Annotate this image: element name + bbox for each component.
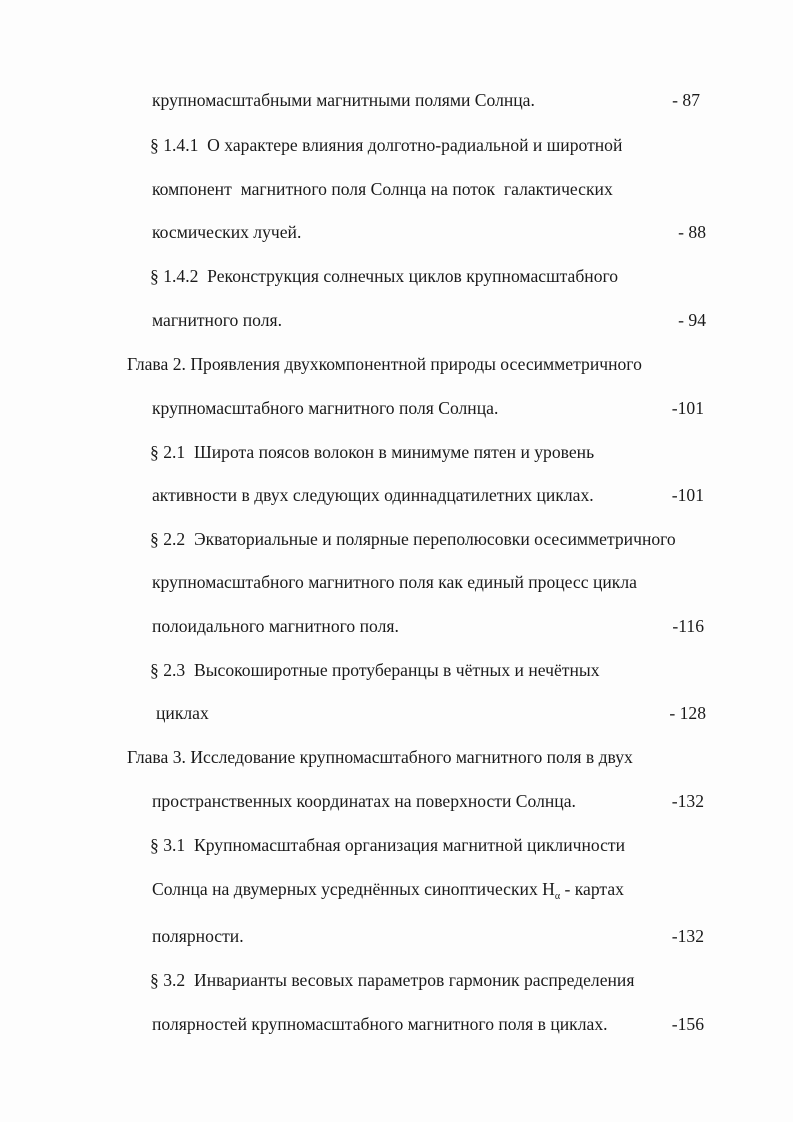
toc-line <box>152 791 576 811</box>
toc-page-number: -132 <box>671 926 704 946</box>
toc-line-text: Солнца на двумерных усреднённых синоптических H <box>152 879 555 899</box>
toc-page-number: - 87 <box>672 90 700 110</box>
toc-line-text: циклах <box>156 703 209 723</box>
toc-line-text: крупномасштабными магнитными полями Солнца. <box>152 90 535 110</box>
toc-line-text-rest: - картах <box>560 879 624 899</box>
toc-page-number: -132 <box>671 791 704 811</box>
toc-section-line <box>150 442 594 462</box>
toc-line-text: Глава 3. Исследование крупномасштабного магнитного поля в двух <box>127 747 633 767</box>
toc-line <box>152 879 624 907</box>
toc-line <box>156 703 209 723</box>
toc-page-number: -101 <box>671 485 704 505</box>
toc-line <box>152 485 594 505</box>
toc-line-text: крупномасштабного магнитного поля как единый процесс цикла <box>152 572 637 592</box>
toc-line <box>152 616 399 636</box>
toc-line-text: активности в двух следующих одиннадцатилетних циклах. <box>152 485 594 505</box>
toc-line-text: Глава 2. Проявления двухкомпонентной природы осесимметричного <box>127 354 642 374</box>
toc-line <box>152 310 282 330</box>
toc-line-text: § 3.1 Крупномасштабная организация магнитной цикличности <box>150 835 626 855</box>
toc-line <box>152 1014 608 1034</box>
toc-line-text: космических лучей. <box>152 222 302 242</box>
toc-line-text: полярностей крупномасштабного магнитного поля в циклах. <box>152 1014 608 1034</box>
toc-line-text: полоидального магнитного поля. <box>152 616 399 636</box>
toc-page-number: - 128 <box>669 703 706 723</box>
toc-line <box>152 90 535 110</box>
toc-line-text: § 3.2 Инварианты весовых параметров гармоник распределения <box>150 970 635 990</box>
toc-line-text: § 1.4.2 Реконструкция солнечных циклов крупномасштабного <box>150 266 619 286</box>
toc-section-line <box>150 529 676 549</box>
toc-line-text: пространственных координатах на поверхности Солнца. <box>152 791 576 811</box>
toc-line <box>152 398 498 418</box>
toc-page-number: -156 <box>671 1014 704 1034</box>
toc-line <box>152 222 301 242</box>
toc-page-number: - 88 <box>678 222 706 242</box>
toc-line-text: магнитного поля. <box>152 310 282 330</box>
toc-line-text: крупномасштабного магнитного поля Солнца. <box>152 398 499 418</box>
toc-line <box>152 179 613 199</box>
toc-page-number: -116 <box>672 616 704 636</box>
toc-line <box>152 572 637 592</box>
toc-line-text: § 1.4.1 О характере влияния долготно-радиальной и широтной <box>150 135 623 155</box>
toc-section-line <box>150 266 618 286</box>
toc-line-text: § 2.2 Экваториальные и полярные переполюсовки осесимметричного <box>150 529 676 549</box>
toc-section-line <box>150 835 625 855</box>
toc-section-line <box>150 660 600 680</box>
toc-line-text: § 2.1 Широта поясов волокон в минимуме пятен и уровень <box>150 442 595 462</box>
subscript-alpha: α <box>554 891 561 902</box>
toc-line <box>152 926 244 946</box>
toc-chapter-line <box>127 354 642 374</box>
toc-line-text: § 2.3 Высокоширотные протуберанцы в чётных и нечётных <box>150 660 600 680</box>
toc-line-text: полярности. <box>152 926 244 946</box>
toc-line-text: компонент магнитного поля Солнца на поток галактических <box>152 179 613 199</box>
toc-chapter-line <box>127 747 633 767</box>
toc-section-line <box>150 970 634 990</box>
toc-section-line <box>150 135 622 155</box>
toc-page-number: -101 <box>671 398 704 418</box>
toc-page-number: - 94 <box>678 310 706 330</box>
